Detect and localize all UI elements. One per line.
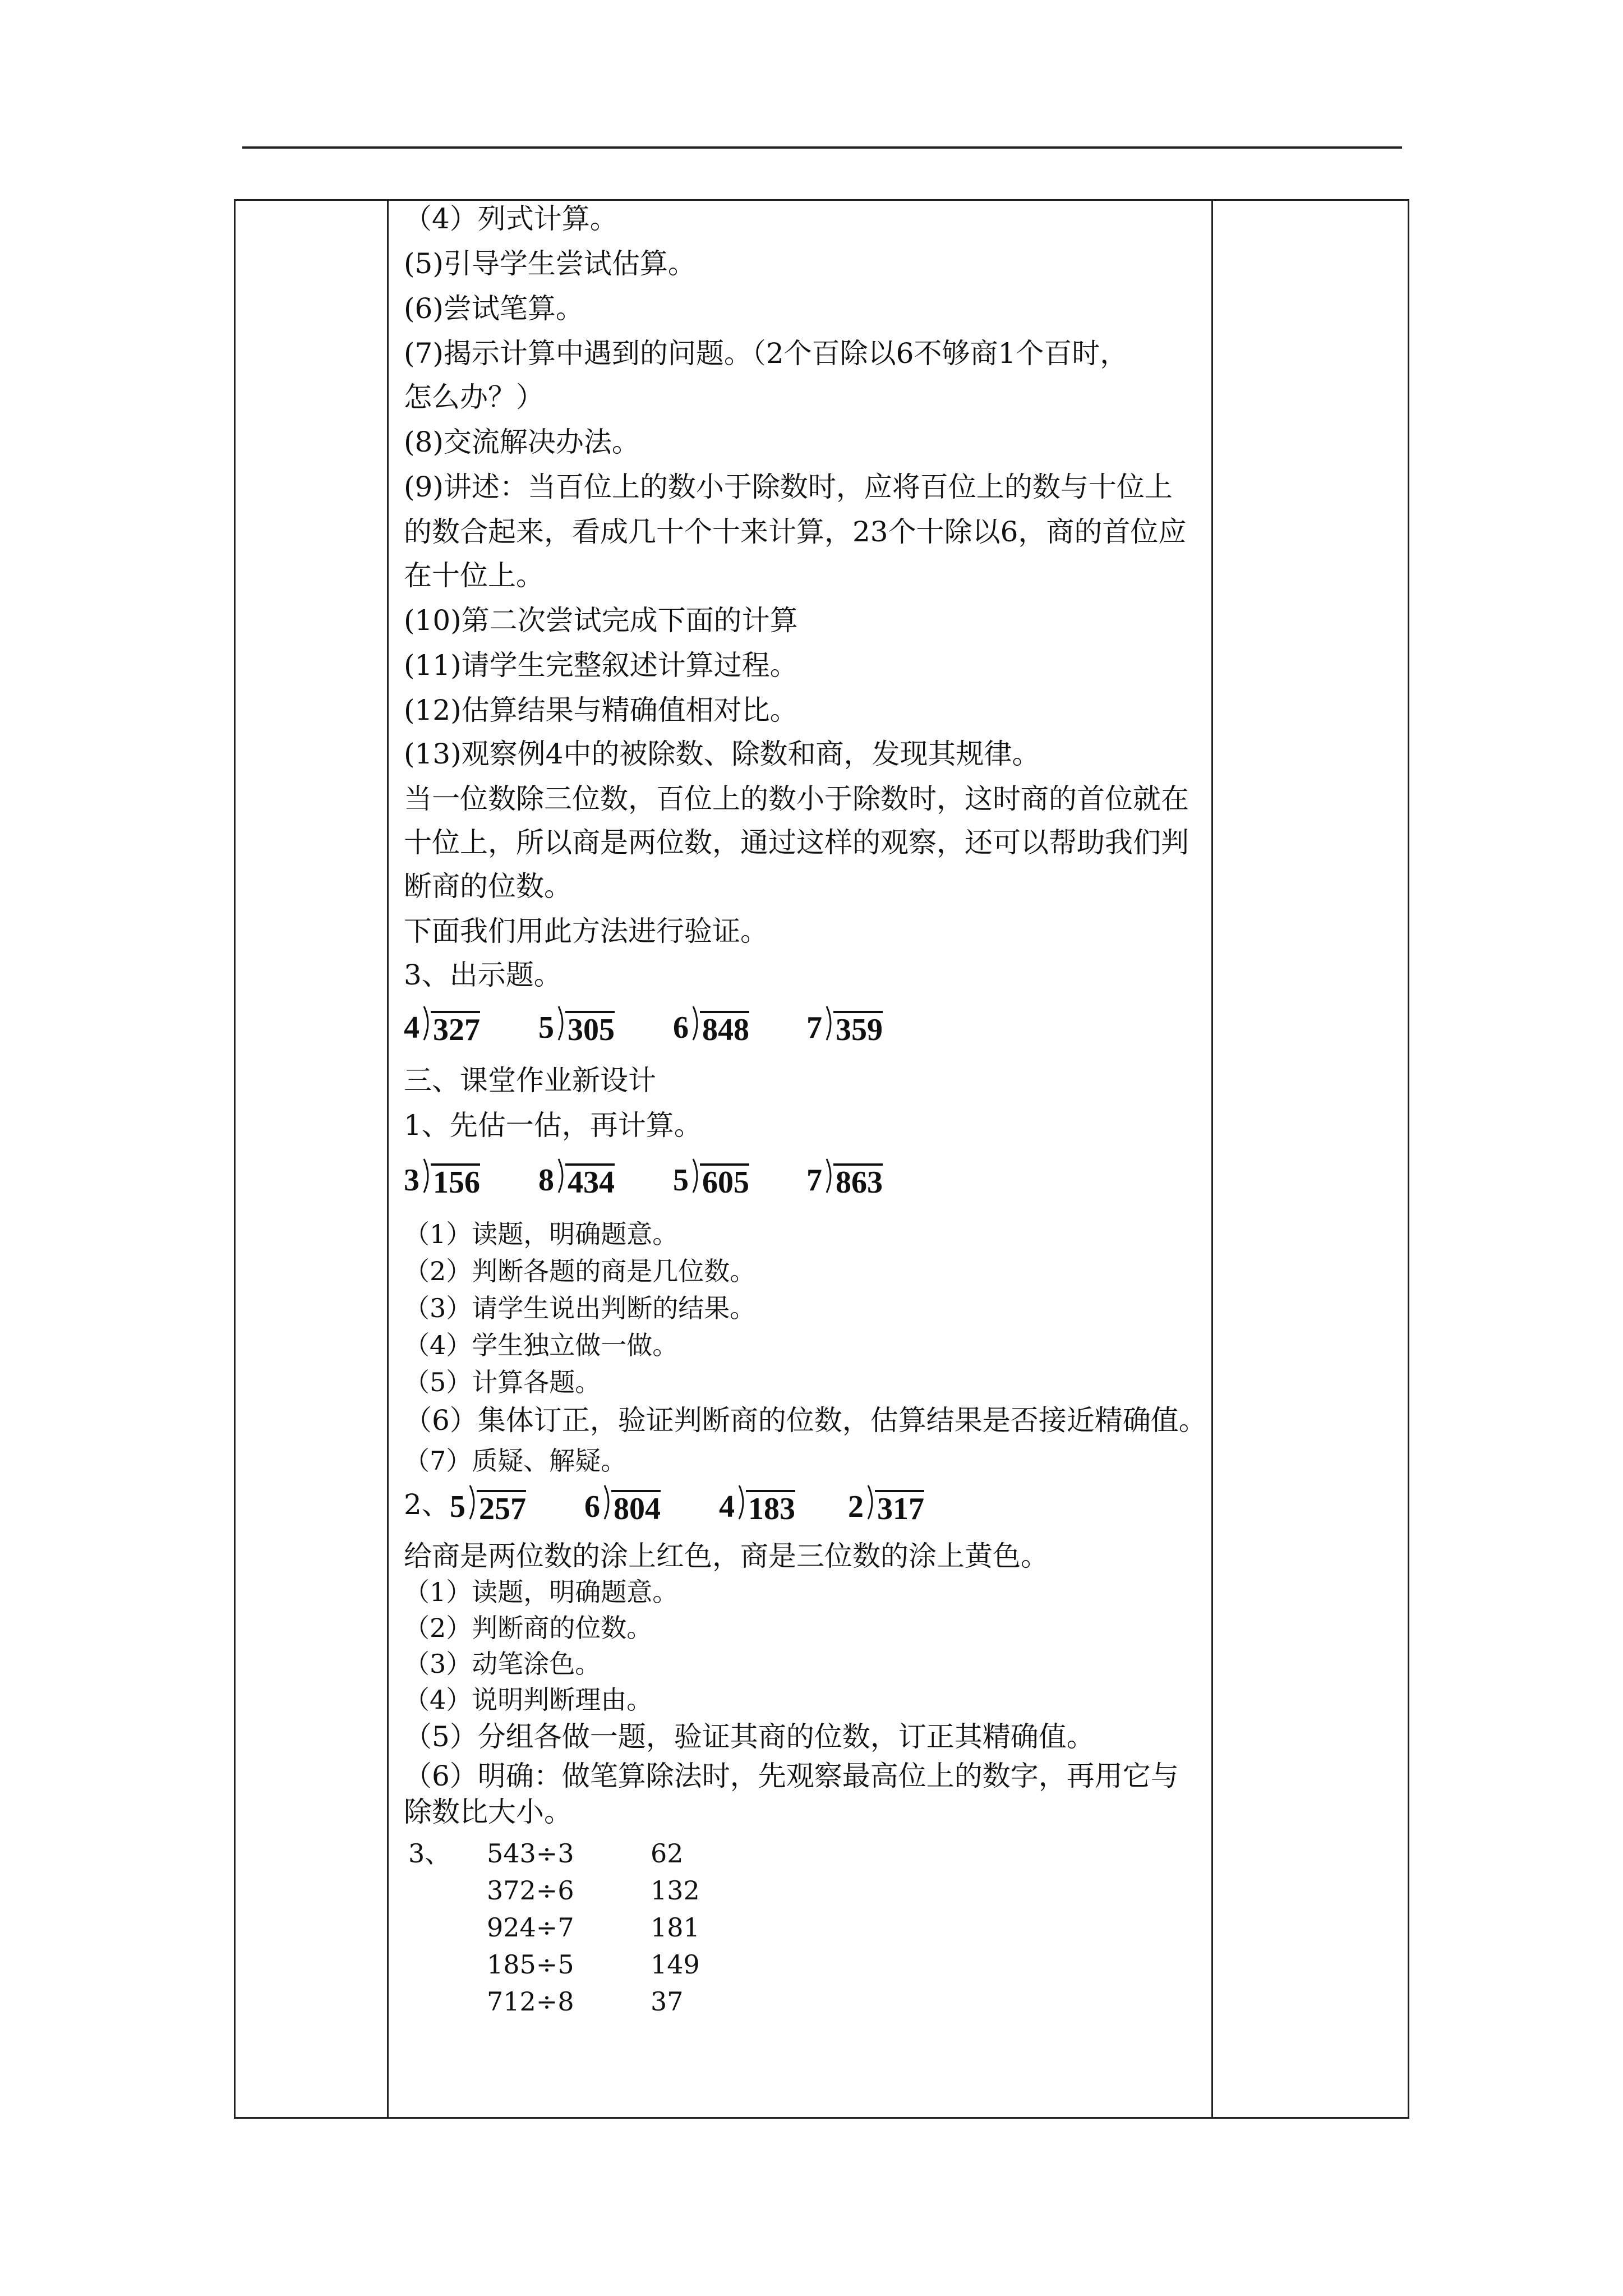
text-line: （4）列式计算。 [404, 203, 618, 235]
text-line: 怎么办？） [404, 381, 544, 413]
text-line: 当一位数除三位数，百位上的数小于除数时，这时商的首位就在 [404, 783, 1189, 815]
dividend: 804 [611, 1490, 661, 1526]
header-rule [242, 146, 1402, 149]
expression: 185÷5 [487, 1949, 574, 1980]
text-line: (5)引导学生尝试估算。 [404, 247, 696, 280]
dividend: 359 [833, 1011, 883, 1047]
text-line: 在十位上。 [404, 559, 544, 592]
text-line: （5）计算各题。 [404, 1367, 601, 1397]
table-column-divider-1 [387, 199, 389, 2119]
text-line: (7)揭示计算中遇到的问题。（2个百除以6不够商1个百时， [404, 337, 1128, 370]
text-line: （4）说明判断理由。 [404, 1685, 653, 1715]
text-line: (12)估算结果与精确值相对比。 [404, 694, 798, 726]
text-line: 3、出示题。 [404, 959, 562, 991]
divisor: 4 [404, 1010, 419, 1045]
text-line: （7）质疑、解疑。 [404, 1446, 627, 1476]
dividend: 434 [565, 1163, 615, 1199]
text-line: （6）集体订正，验证判断商的位数，估算结果是否接近精确值。 [404, 1404, 1207, 1437]
expression: 372÷6 [487, 1875, 574, 1906]
task3-label: 3、 [408, 1838, 451, 1869]
divisor: 5 [673, 1163, 689, 1198]
divisor: 2 [848, 1489, 864, 1524]
dividend: 327 [431, 1011, 480, 1047]
text-line: (10)第二次尝试完成下面的计算 [404, 604, 798, 637]
text-line: (13)观察例4中的被除数、除数和商，发现其规律。 [404, 738, 1040, 770]
text-line: 下面我们用此方法进行验证。 [404, 915, 768, 947]
text-line: （6）明确：做笔算除法时，先观察最高位上的数字，再用它与 [404, 1760, 1179, 1792]
text-line: 的数合起来，看成几十个十来计算，23个十除以6，商的首位应 [404, 516, 1187, 548]
result-value: 181 [651, 1912, 700, 1943]
text-line: （4）学生独立做一做。 [404, 1330, 679, 1360]
text-line: (11)请学生完整叙述计算过程。 [404, 649, 798, 682]
dividend: 257 [477, 1490, 526, 1526]
divisor: 6 [584, 1489, 600, 1524]
section-title: 三、课堂作业新设计 [404, 1064, 656, 1097]
text-line: (9)讲述：当百位上的数小于除数时，应将百位上的数与十位上 [404, 471, 1173, 503]
text-line: 给商是两位数的涂上红色，商是三位数的涂上黄色。 [404, 1540, 1049, 1572]
result-value: 132 [651, 1875, 700, 1906]
dividend: 863 [833, 1163, 883, 1199]
text-line: （5）分组各做一题，验证其商的位数，订正其精确值。 [404, 1720, 1095, 1753]
divisor: 7 [806, 1163, 822, 1198]
dividend: 156 [431, 1163, 480, 1199]
expression: 543÷3 [487, 1838, 574, 1869]
divisor: 5 [450, 1489, 465, 1524]
dividend: 848 [700, 1011, 749, 1047]
divisor: 6 [673, 1010, 689, 1045]
expression: 712÷8 [487, 1986, 574, 2017]
text-line: （2）判断商的位数。 [404, 1613, 653, 1643]
text-line: (8)交流解决办法。 [404, 426, 640, 458]
text-line: （2）判断各题的商是几位数。 [404, 1256, 756, 1286]
expression: 924÷7 [487, 1912, 574, 1943]
dividend: 305 [565, 1011, 615, 1047]
result-value: 149 [651, 1949, 700, 1980]
divisor: 8 [538, 1163, 554, 1198]
text-line: 断商的位数。 [404, 870, 572, 903]
dividend: 183 [746, 1490, 795, 1526]
result-value: 62 [651, 1838, 684, 1869]
divisor: 3 [404, 1163, 419, 1198]
dividend: 605 [700, 1163, 749, 1199]
table-column-divider-2 [1211, 199, 1213, 2119]
dividend: 317 [875, 1490, 924, 1526]
divisor: 4 [719, 1489, 735, 1524]
text-line: （3）请学生说出判断的结果。 [404, 1293, 756, 1323]
text-line: （1）读题，明确题意。 [404, 1219, 679, 1249]
text-line: （1）读题，明确题意。 [404, 1577, 679, 1607]
divisor: 7 [806, 1010, 822, 1045]
result-value: 37 [651, 1986, 684, 2017]
task1-title: 1、先估一估，再计算。 [404, 1109, 702, 1142]
text-line: (6)尝试笔算。 [404, 292, 584, 325]
text-line: 十位上，所以商是两位数，通过这样的观察，还可以帮助我们判 [404, 826, 1189, 859]
text-line: 除数比大小。 [404, 1796, 572, 1828]
divisor: 5 [538, 1010, 554, 1045]
task2-label: 2、 [404, 1488, 450, 1521]
text-line: （3）动笔涂色。 [404, 1649, 601, 1679]
